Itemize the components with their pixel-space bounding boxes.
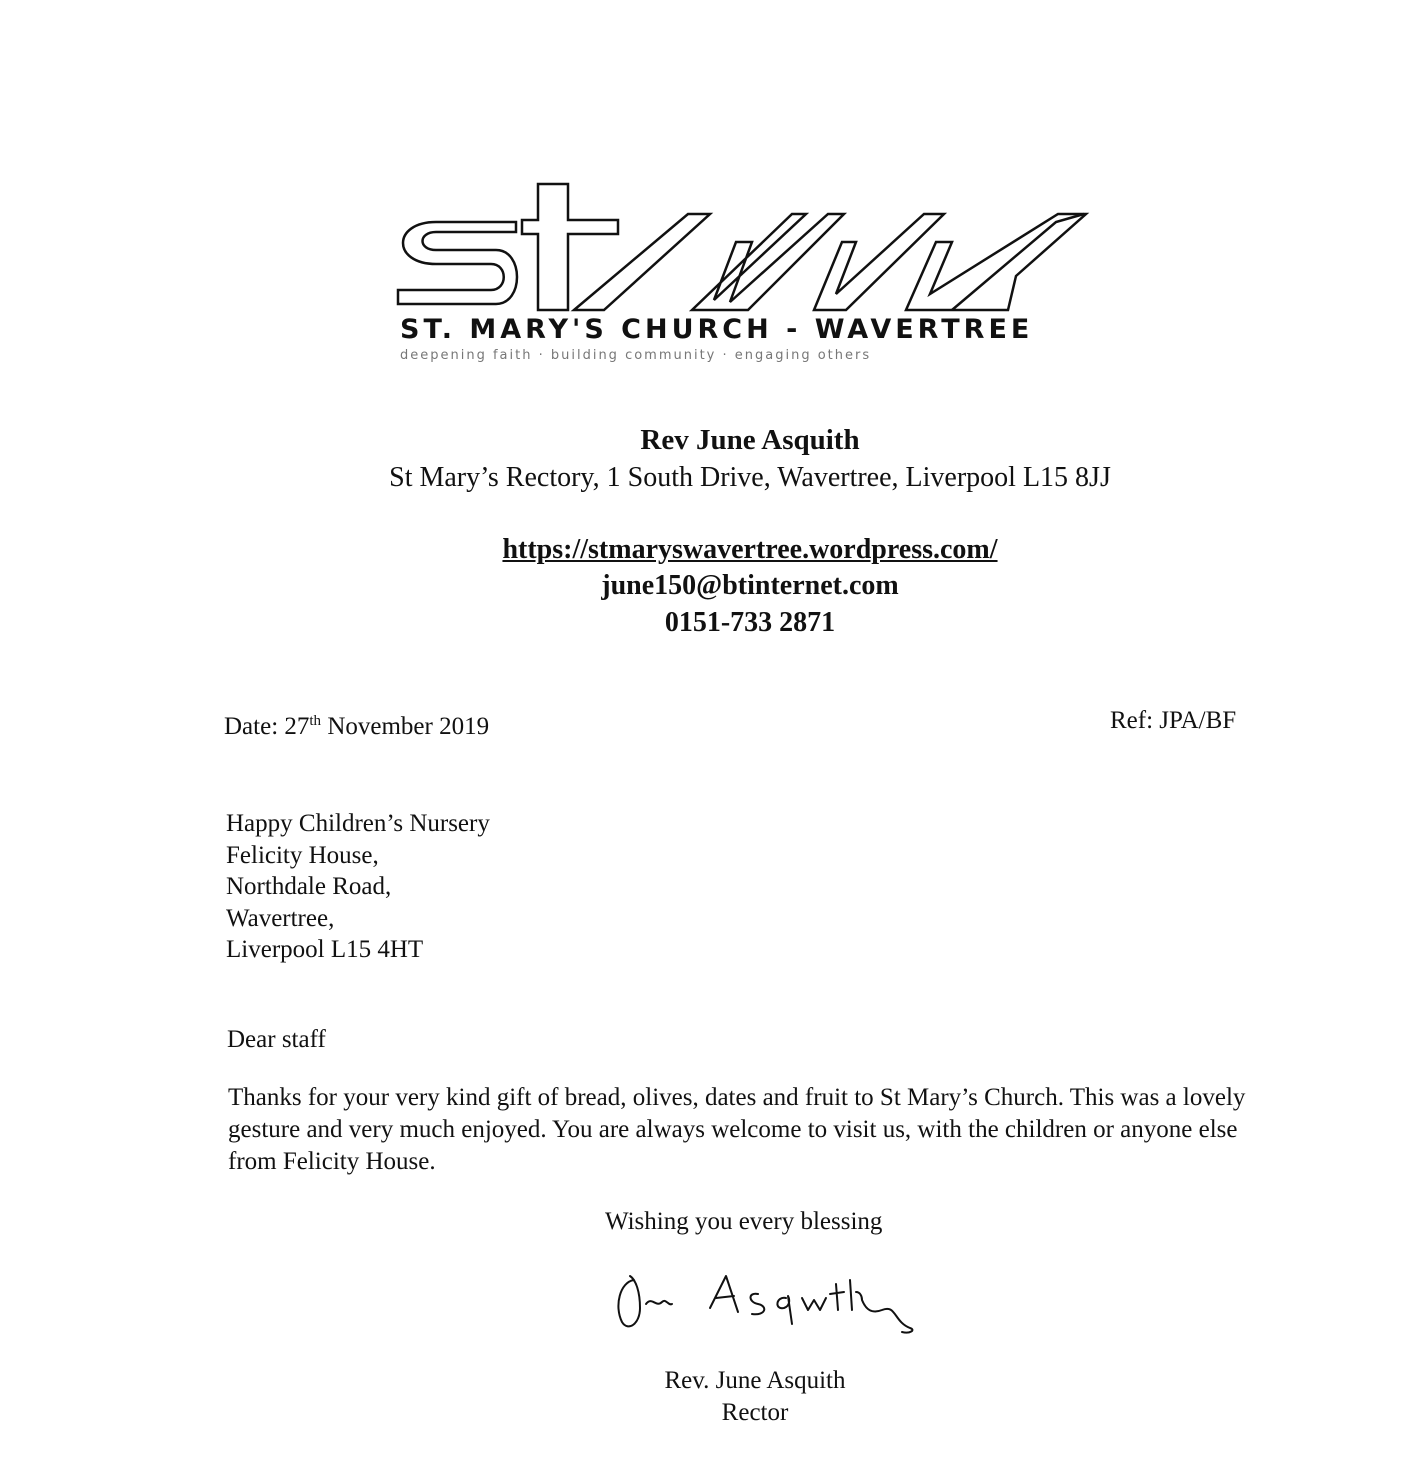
phone-number: 0151-733 2871 — [664, 607, 836, 638]
signatory-block — [600, 1365, 910, 1429]
logo-tagline: deepening faith · building community · engaging others — [400, 348, 872, 363]
logo-letter-s — [398, 222, 517, 304]
logo-stroke-3 — [814, 214, 944, 310]
handwritten-signature — [610, 1262, 930, 1342]
signature-drawing — [610, 1262, 930, 1342]
logo-stroke-5 — [952, 214, 1084, 310]
recipient-address — [226, 808, 490, 966]
recipient-line: Felicity House, — [226, 841, 379, 869]
logo-church-name: ST. MARY'S CHURCH - WAVERTREE — [400, 314, 1034, 345]
date-rest: November 2019 — [321, 713, 490, 740]
church-logo — [396, 182, 1096, 368]
email-address: june150@btinternet.com — [601, 570, 899, 601]
closing-line: Wishing you every blessing — [605, 1208, 883, 1235]
signatory-title: Rector — [721, 1399, 789, 1426]
signatory-name: Rev. June Asquith — [664, 1367, 846, 1394]
letter-date — [224, 713, 489, 741]
logo-stroke-1 — [574, 214, 710, 310]
recipient-line: Wavertree, — [226, 904, 335, 932]
logo-stroke-4 — [906, 214, 1086, 310]
stmw-logo-mark — [396, 182, 1096, 312]
date-prefix: Date: 27 — [224, 713, 310, 740]
recipient-line: Northdale Road, — [226, 873, 392, 900]
recipient-line: Happy Children’s Nursery — [226, 810, 490, 837]
salutation: Dear staff — [227, 1026, 326, 1053]
logo-cross — [522, 184, 618, 310]
letter-body: Thanks for your very kind gift of bread, olives, dates and fruit to St Mary’s Church. This was a lovely gesture and very much enjoyed. You are always welcome to visit us, with the children or anyone else from Felicity House. — [228, 1084, 1246, 1175]
letter-reference: Ref: JPA/BF — [1110, 707, 1237, 734]
date-ordinal-suffix: th — [309, 713, 322, 729]
sender-address: St Mary’s Rectory, 1 South Drive, Wavertree, Liverpool L15 8JJ — [389, 462, 1111, 493]
recipient-line: Liverpool L15 4HT — [226, 936, 424, 963]
sender-name: Rev June Asquith — [640, 424, 860, 456]
website-link[interactable]: https://stmaryswavertree.wordpress.com/ — [502, 534, 998, 565]
